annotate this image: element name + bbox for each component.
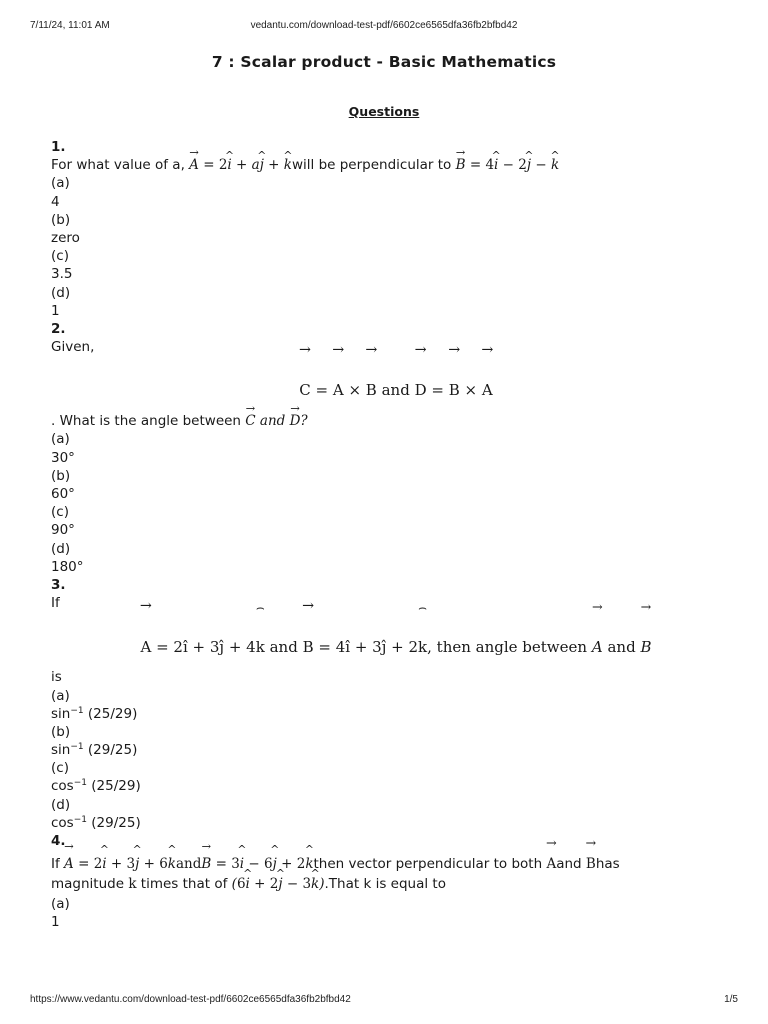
question-text-part: . What is the angle between <box>51 413 246 430</box>
question-text-part: If <box>51 856 65 873</box>
option-value: $\sin^{-1} (25/29)$ <box>51 705 138 722</box>
option-value: 30° <box>51 449 75 466</box>
option-label: (b) <box>51 467 71 484</box>
equation-word: and <box>175 856 202 873</box>
option-value: 4 <box>51 193 60 210</box>
display-equation: → A = 2î + 3ĵ + 4⌢ k and → B = 4î + 3ĵ + 2⌢ k, then angle between → A and → B <box>51 612 741 668</box>
question-text-part: will be perpendicular to <box>291 157 456 174</box>
question-text <box>51 412 741 430</box>
question-text-part: has <box>595 856 620 873</box>
option-label: (a) <box>51 896 70 913</box>
option-value: 60° <box>51 486 75 502</box>
math-expression: → B = 4^ i − 2^ j − ^ k <box>456 157 560 173</box>
math-expression: (6^ i + 2^ j − 3^ k) <box>232 876 325 892</box>
section-heading: Questions <box>348 104 420 119</box>
math-expression: → B = 3^ i − 6^ j + 2^ k <box>201 856 313 872</box>
question-text <box>51 874 741 895</box>
math-expression: → A = 2^ i + a^ j + ^ k <box>189 157 292 173</box>
print-url: vedantu.com/download-test-pdf/6602ce6565dfa36fb2bfbd42 <box>250 20 518 31</box>
equation-word: and <box>381 381 410 400</box>
page-number: 1/5 <box>724 994 738 1005</box>
question-text-part: .That k is equal to <box>324 876 446 893</box>
option-label: (d) <box>51 540 71 557</box>
question-number: 3. <box>51 576 66 593</box>
option-label: (b) <box>51 211 71 228</box>
print-datetime: 7/11/24, 11:01 AM <box>30 20 110 31</box>
question-number: 4. <box>51 833 66 849</box>
option-value: 1 <box>51 302 60 319</box>
question-text-part: For what value of a, <box>51 157 190 174</box>
option-label: (c) <box>51 248 69 265</box>
print-header <box>0 20 768 34</box>
option-label: (c) <box>51 760 69 777</box>
display-equation: → C = → A × → B and → D = → B × → A <box>51 356 741 412</box>
option-value: 1 <box>51 914 60 931</box>
option-value: 180° <box>51 558 84 575</box>
question-text-part: then vector perpendicular to both <box>313 856 547 873</box>
question-text-part: magnitude <box>51 876 129 893</box>
question-text: Given, <box>51 339 95 356</box>
math-expression: → C and → D? <box>245 413 307 429</box>
page-title: 7 : Scalar product - Basic Mathematics <box>211 53 557 71</box>
question-number: 1. <box>51 139 66 155</box>
equation-word: , then angle between <box>427 638 588 657</box>
option-label: (a) <box>51 687 70 704</box>
option-value: zero <box>51 229 80 246</box>
question-number: 2. <box>51 320 66 337</box>
option-label: (d) <box>51 796 71 813</box>
option-label: (d) <box>51 284 71 301</box>
question-text-part: and <box>556 856 586 873</box>
option-value: $\sin^{-1} (29/25)$ <box>51 742 138 759</box>
math-variable: k <box>128 876 137 893</box>
question-text: If → A = 2^ i + 3^ j + 6^ kand→ B = 3^ i − 6^ j + 2^ kthen vector perpendicular to both → Aand → Bhas <box>51 850 741 874</box>
option-label: (a) <box>51 175 70 192</box>
option-label: (c) <box>51 504 69 521</box>
question-text <box>51 156 741 174</box>
option-value: 90° <box>51 522 75 539</box>
option-value: $\cos^{-1} (25/29)$ <box>51 778 141 795</box>
option-value: $\cos^{-1} (29/25)$ <box>51 814 141 831</box>
question-text: is <box>51 669 62 686</box>
question-text-part: times that of <box>136 876 232 893</box>
option-label: (b) <box>51 723 71 740</box>
option-value: 3.5 <box>51 266 73 283</box>
question-text: If <box>51 595 60 612</box>
math-expression: → A = 2^ i + 3^ j + 6^ k <box>64 856 176 872</box>
equation-word: and <box>607 638 636 657</box>
equation-word: and <box>269 638 298 657</box>
questions-body <box>51 138 741 932</box>
footer-url: https://www.vedantu.com/download-test-pdf/6602ce6565dfa36fb2bfbd42 <box>30 994 351 1005</box>
option-label: (a) <box>51 431 70 448</box>
print-footer <box>0 994 768 1008</box>
